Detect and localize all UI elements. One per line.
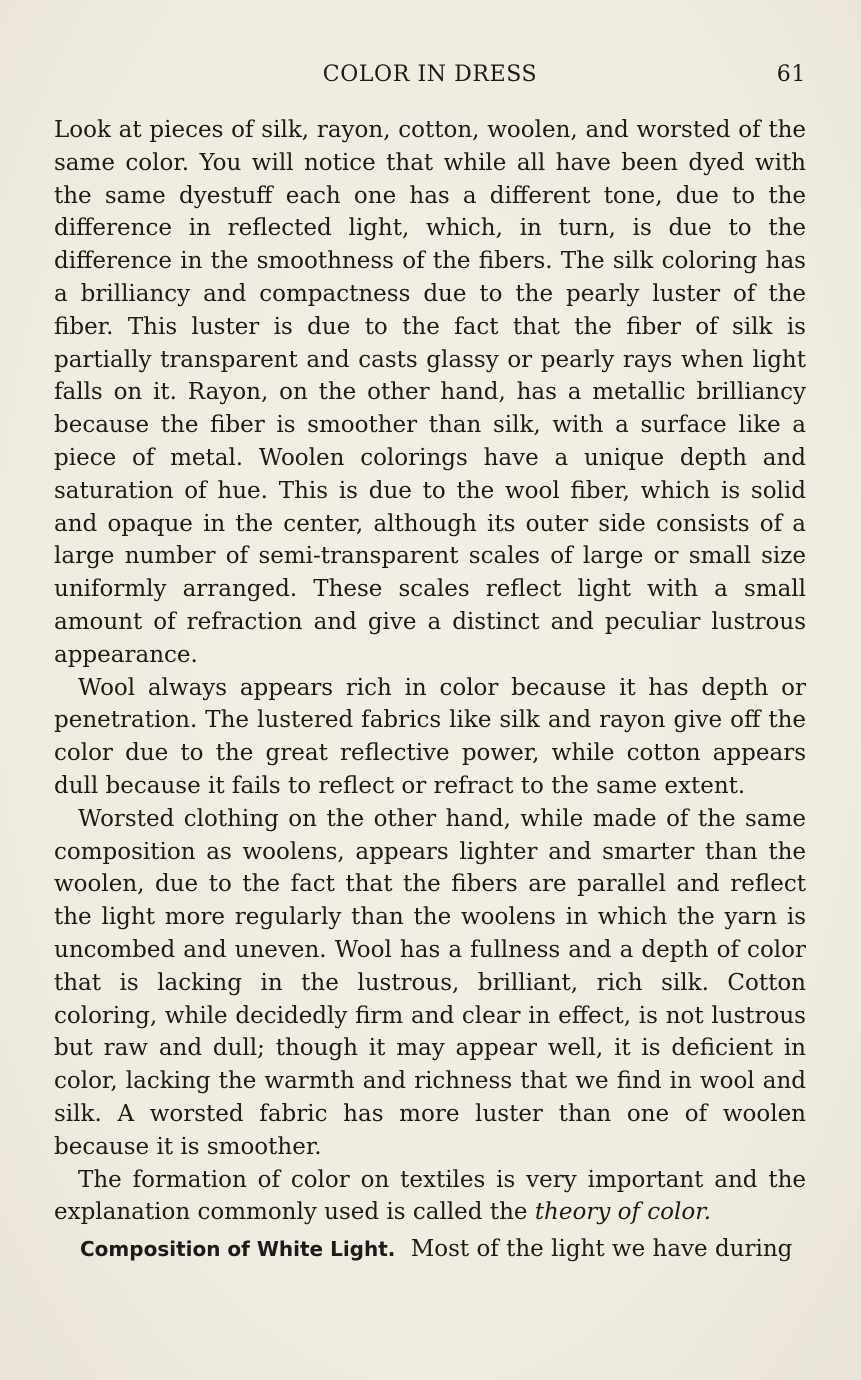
- paragraph-3: Worsted clothing on the other hand, while made of the same composition as woolens, appears lighter and smarter than the woolen, due to the fact that the fibers are parallel and reflect the light more regularly than the woolens in which the yarn is uncombed and uneven. Wool has a fullness and a depth of color that is lacking in the lustrous, brilliant, rich silk. Cotton coloring, while decidedly firm and clear in effect, is not lustrous but raw and dull; though it may appear well, it is deficient in color, lacking the warmth and richness that we find in wool and silk. A worsted fabric has more luster than one of woolen because it is smoother.: [54, 805, 806, 1160]
- section-text: Most of the light we have during: [410, 1236, 793, 1262]
- paragraph-4-text: The formation of color on textiles is very important and the explanation commonly used is called the: [54, 1166, 806, 1226]
- section-composition-of-white-light: [80, 1233, 806, 1265]
- running-head: [54, 62, 806, 96]
- paragraph-4: [54, 1164, 806, 1230]
- paragraph-2: Wool always appears rich in color because it has depth or penetration. The lustered fabrics like silk and rayon give off the color due to the great reflective power, while cotton appears dull because it fails to reflect or refract to the same extent.: [54, 674, 806, 799]
- page-number: 61: [776, 62, 806, 87]
- section-heading: Composition of White Light.: [80, 1237, 396, 1261]
- theory-of-color-emphasis: theory of color.: [534, 1199, 712, 1226]
- paragraph-1: Look at pieces of silk, rayon, cotton, woolen, and worsted of the same color. You will notice that while all have been dyed with the same dyestuff each one has a different tone, due to the difference in reflected light, which, in turn, is due to the difference in the smoothness of the fibers. The silk coloring has a brilliancy and compactness due to the pearly luster of the fiber. This luster is due to the fact that the fiber of silk is partially transparent and casts glassy or pearly rays when light falls on it. Rayon, on the other hand, has a metallic brilliancy because the fiber is smoother than silk, with a surface like a piece of metal. Woolen colorings have a unique depth and saturation of hue. This is due to the wool fiber, which is solid and opaque in the center, although its outer side consists of a large number of semi-transparent scales of large or small size uniformly arranged. These scales reflect light with a small amount of refraction and give a distinct and peculiar lustrous appearance.: [54, 117, 806, 668]
- running-title: COLOR IN DRESS: [322, 62, 538, 87]
- body-text: [54, 114, 806, 1229]
